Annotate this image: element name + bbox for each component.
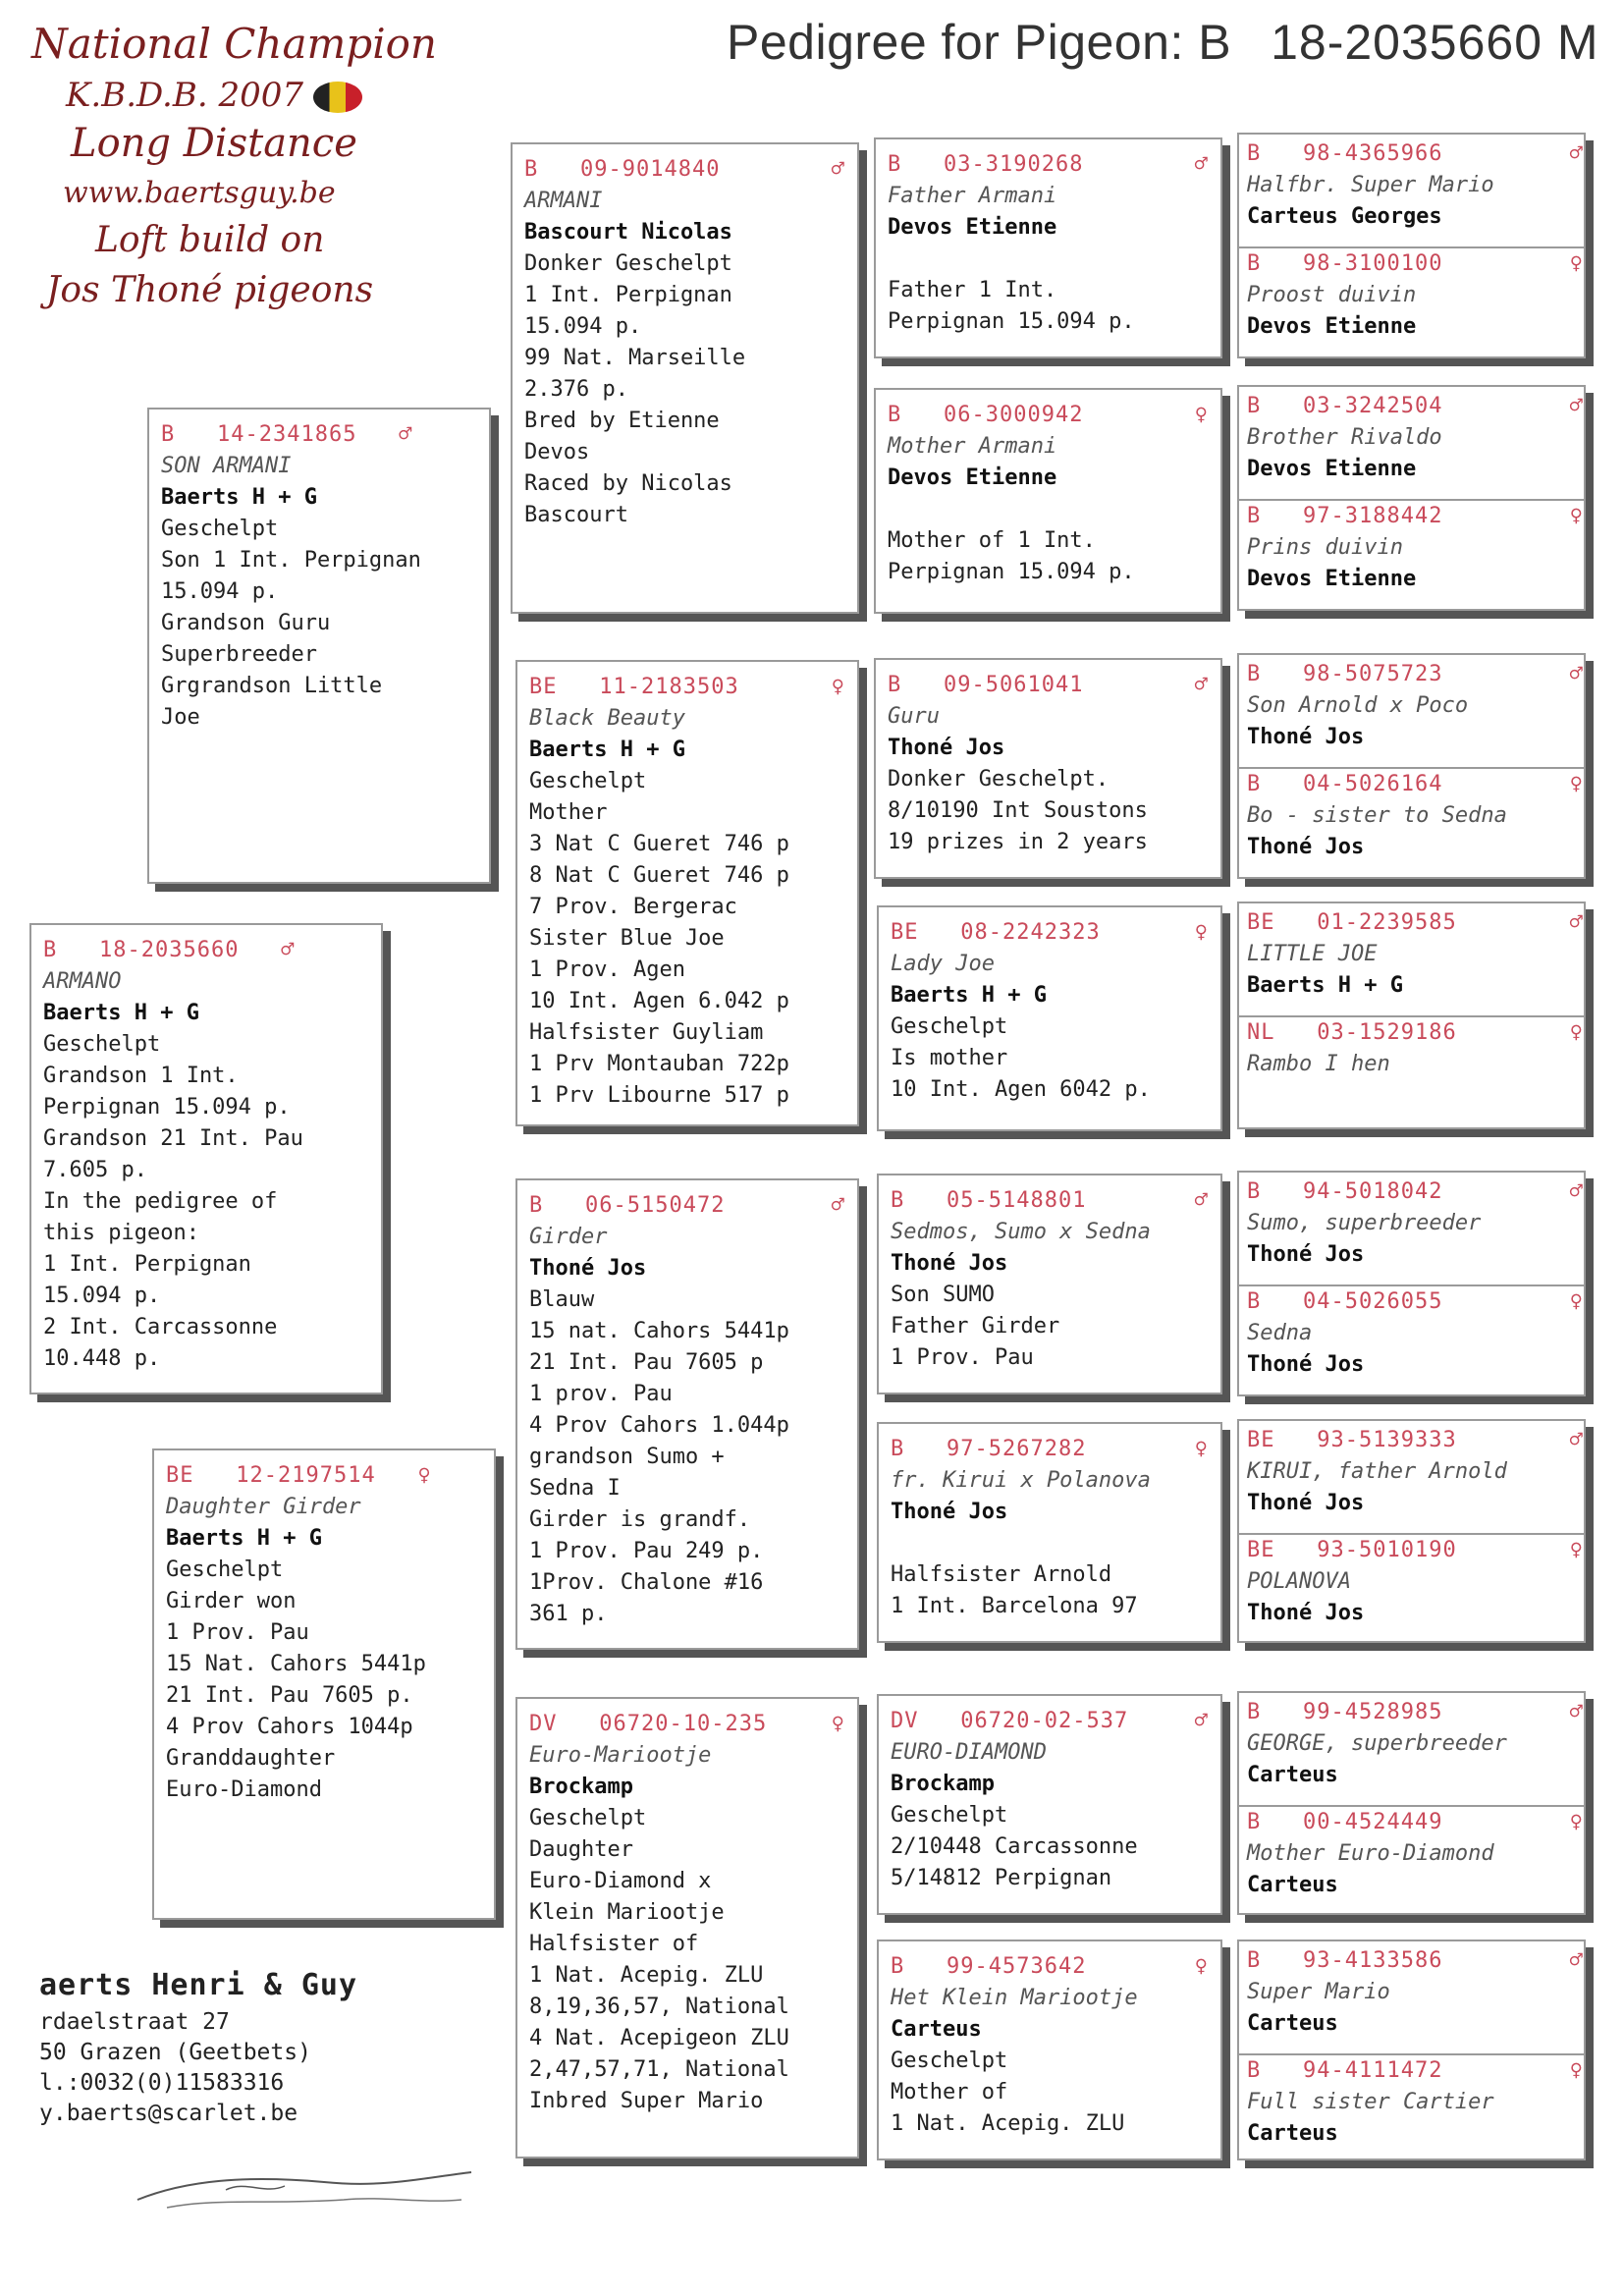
pigeon-pair-card [1237,902,1586,1129]
pigeon-pair-card [1237,1171,1586,1396]
pigeon-owner: Thoné Jos [529,1256,647,1281]
ring-number: BE 08-2242323 ♀ [891,917,1209,949]
male-icon: ♂ [1194,1188,1209,1213]
brand-line [66,76,375,115]
pigeon-card-ggp: BE 08-2242323 ♀ Lady Joe Baerts H + G Geschelpt Is mother 10 Int. Agen 6042 p. [877,905,1222,1131]
ring-number: BE 12-2197514 ♀ [166,1463,432,1488]
brand-line: Loft build on [95,220,325,260]
pigeon-slot: B 97-3188442 ♀ Prins duivin Devos Etienne [1239,499,1584,607]
pigeon-pair-card [1237,1940,1586,2160]
pigeon-owner: Baerts H + G [43,1001,199,1025]
ring-number: B 18-2035660 ♂ [43,938,296,962]
female-icon: ♀ [1569,504,1584,528]
pigeon-owner: Baerts H + G [161,485,317,510]
pigeon-name: Daughter Girder [166,1495,361,1519]
breeder-city: 50 Grazen (Geetbets) [39,2040,311,2065]
ring-number: B 06-5150472 ♂ [529,1190,845,1222]
male-icon: ♂ [831,157,845,182]
pigeon-name: Het Klein Mariootje [891,1986,1138,2010]
pigeon-slot: B 99-4528985 ♂ GEORGE, superbreeder Carteus [1239,1697,1584,1805]
pigeon-owner: Bascourt Nicolas [524,220,732,245]
male-icon: ♂ [281,938,296,962]
female-icon: ♀ [1194,1437,1209,1461]
pigeon-slot: B 00-4524449 ♀ Mother Euro-Diamond Carteus [1239,1805,1584,1913]
pigeon-card-gd2: DV 06720-10-235 ♀ Euro-Mariootje Brockamp Geschelpt Daughter Euro-Diamond x Klein Mariootje Halfsister of 1 Nat. Acepig. ZLU 8,19,36,57, National 4 Nat. Acepigeon ZLU 2,47,57,71, National Inbred Super Mario [515,1697,859,2158]
pigeon-owner: Devos Etienne [888,465,1057,490]
female-icon: ♀ [1569,2058,1584,2083]
female-icon: ♀ [831,1712,845,1736]
ring-number: B 97-5267282 ♀ [891,1434,1209,1465]
female-icon: ♀ [1569,1020,1584,1045]
breeder-street: rdaelstraat 27 [39,2009,230,2035]
pigeon-name: ARMANO [43,969,122,994]
pigeon-slot: BE 93-5139333 ♂ KIRUI, father Arnold Thoné Jos [1239,1425,1584,1533]
pigeon-card-gs2: B 06-5150472 ♂ Girder Thoné Jos Blauw 15 nat. Cahors 5441p 21 Int. Pau 7605 p 1 prov. Pau 4 Prov Cahors 1.044p grandson Sumo + Sedna I Girder is grandf. 1 Prov. Pau 249 p. 1Prov. Chalone #16 361 p. [515,1178,859,1650]
brand-line: Long Distance [71,121,357,166]
pigeon-card-sire: B 14-2341865 ♂ SON ARMANI Baerts H + G Geschelpt Son 1 Int. Perpignan 15.094 p. Grandson Guru Superbreeder Grgrandson Little Joe [147,408,491,884]
ring-number: BE 11-2183503 ♀ [529,672,845,703]
pigeon-pair-card [1237,1691,1586,1915]
belgium-flag-icon [313,82,362,113]
pigeon-slot: B 94-4111472 ♀ Full sister Cartier Carteus [1239,2053,1584,2160]
male-icon: ♂ [1569,910,1584,935]
pigeon-slot: B 98-5075723 ♂ Son Arnold x Poco Thoné Jos [1239,659,1584,767]
female-icon: ♀ [1569,772,1584,796]
pigeon-name: Girder [529,1225,608,1249]
pigeon-slot: B 03-3242504 ♂ Brother Rivaldo Devos Etienne [1239,391,1584,499]
pigeon-name: Father Armani [888,184,1057,208]
pigeon-name: fr. Kirui x Polanova [891,1468,1151,1493]
male-icon: ♂ [1569,662,1584,686]
pigeon-owner: Devos Etienne [888,215,1057,240]
ring-number: DV 06720-02-537 ♂ [891,1706,1209,1737]
ring-number: B 06-3000942 ♀ [888,400,1209,431]
ring-number: B 14-2341865 ♂ [161,422,413,447]
male-icon: ♂ [1569,1700,1584,1724]
pigeon-slot: B 98-4365966 ♂ Halfbr. Super Mario Carteus Georges [1239,138,1584,246]
brand-line: National Champion [31,20,437,68]
male-icon: ♂ [1194,152,1209,177]
female-icon: ♀ [1194,403,1209,427]
pigeon-slot: B 04-5026164 ♀ Bo - sister to Sedna Thoné Jos [1239,767,1584,875]
signature-mark [128,2160,481,2219]
page-title [727,14,1599,71]
pigeon-card-subject: B 18-2035660 ♂ ARMANO Baerts H + G Geschelpt Grandson 1 Int. Perpignan 15.094 p. Grandson 21 Int. Pau 7.605 p. In the pedigree of this pigeon: 1 Int. Perpignan 15.094 p. 2 Int. Carcassonne 10.448 p. [29,923,383,1394]
pigeon-owner: Thoné Jos [888,736,1005,760]
female-icon: ♀ [1569,1810,1584,1834]
pigeon-slot: NL 03-1529186 ♀ Rambo I hen [1239,1015,1584,1123]
pigeon-card-dam: BE 12-2197514 ♀ Daughter Girder Baerts H + G Geschelpt Girder won 1 Prov. Pau 15 Nat. Cahors 5441p 21 Int. Pau 7605 p. 4 Prov Cahors 1044p Granddaughter Euro-Diamond [152,1448,496,1920]
ring-number: B 09-5061041 ♂ [888,670,1209,701]
male-icon: ♂ [399,422,413,447]
pigeon-name: SON ARMANI [161,454,292,478]
pigeon-name: Mother Armani [888,434,1057,459]
female-icon: ♀ [1194,1954,1209,1979]
pigeon-card-ggp: B 09-5061041 ♂ Guru Thoné Jos Donker Geschelpt. 8/10190 Int Soustons 19 prizes in 2 years [874,658,1222,879]
male-icon: ♂ [1569,394,1584,418]
pigeon-slot: BE 01-2239585 ♂ LITTLE JOE Baerts H + G [1239,907,1584,1015]
pigeon-name: ARMANI [524,189,603,213]
pigeon-card-ggp: B 99-4573642 ♀ Het Klein Mariootje Carteus Geschelpt Mother of 1 Nat. Acepig. ZLU [877,1940,1222,2160]
pigeon-name: Guru [888,704,940,729]
ring-number: B 05-5148801 ♂ [891,1185,1209,1217]
ring-number: B 03-3190268 ♂ [888,149,1209,181]
pigeon-card-ggp: B 03-3190268 ♂ Father Armani Devos Etienne Father 1 Int. Perpignan 15.094 p. [874,137,1222,358]
pigeon-card-ggp: B 06-3000942 ♀ Mother Armani Devos Etienne Mother of 1 Int. Perpignan 15.094 p. [874,388,1222,614]
pigeon-owner: Baerts H + G [166,1526,322,1551]
female-icon: ♀ [1194,920,1209,945]
pigeon-slot: B 93-4133586 ♂ Super Mario Carteus [1239,1945,1584,2053]
male-icon: ♂ [1194,673,1209,697]
brand-line: Jos Thoné pigeons [46,270,374,310]
pigeon-card-ggp: DV 06720-02-537 ♂ EURO-DIAMOND Brockamp Geschelpt 2/10448 Carcassonne 5/14812 Perpignan [877,1694,1222,1915]
title-ring: 18-2035660 M [1271,15,1599,70]
female-icon: ♀ [417,1463,432,1488]
pigeon-name: Sedmos, Sumo x Sedna [891,1220,1151,1244]
pigeon-card-ggp: B 97-5267282 ♀ fr. Kirui x Polanova Thoné Jos Halfsister Arnold 1 Int. Barcelona 97 [877,1422,1222,1643]
female-icon: ♀ [1569,1289,1584,1314]
pigeon-owner: Brockamp [891,1772,995,1796]
ring-number: DV 06720-10-235 ♀ [529,1709,845,1740]
pigeon-owner: Baerts H + G [891,983,1047,1008]
pigeon-card-ggp: B 05-5148801 ♂ Sedmos, Sumo x Sedna Thoné Jos Son SUMO Father Girder 1 Prov. Pau [877,1174,1222,1394]
pigeon-owner: Thoné Jos [891,1500,1008,1524]
pigeon-card-gs: B 09-9014840 ♂ ARMANI Bascourt Nicolas Donker Geschelpt 1 Int. Perpignan 15.094 p. 99 Nat. Marseille 2.376 p. Bred by Etienne Devos Raced by Nicolas Bascourt [511,142,859,614]
breeder-phone: l.:0032(0)11583316 [39,2070,285,2096]
brand-block [22,20,437,310]
male-icon: ♂ [1569,141,1584,166]
pigeon-card-gd: BE 11-2183503 ♀ Black Beauty Baerts H + G Geschelpt Mother 3 Nat C Gueret 746 p 8 Nat C Gueret 746 p 7 Prov. Bergerac Sister Blue Joe 1 Prov. Agen 10 Int. Agen 6.042 p Halfsister Guyliam 1 Prv Montauban 722p 1 Prv Libourne 517 p [515,660,859,1126]
pigeon-owner: Brockamp [529,1775,633,1799]
brand-line-text: K.B.D.B. 2007 [66,76,303,115]
male-icon: ♂ [831,1193,845,1218]
pigeon-pair-card [1237,133,1586,358]
pigeon-pair-card [1237,653,1586,879]
ring-number: B 09-9014840 ♂ [524,154,845,186]
pigeon-pair-card [1237,385,1586,611]
pigeon-owner: Baerts H + G [529,738,685,762]
pigeon-name: Euro-Mariootje [529,1743,712,1768]
pigeon-name: EURO-DIAMOND [891,1740,1047,1765]
female-icon: ♀ [1569,1538,1584,1562]
male-icon: ♂ [1569,1428,1584,1452]
breeder-name: aerts Henri & Guy [39,1968,358,2002]
pigeon-owner: Thoné Jos [891,1251,1008,1276]
pigeon-slot: B 94-5018042 ♂ Sumo, superbreeder Thoné Jos [1239,1176,1584,1284]
male-icon: ♂ [1569,1179,1584,1204]
ring-number: B 99-4573642 ♀ [891,1951,1209,1983]
pigeon-pair-card [1237,1419,1586,1643]
pigeon-slot: B 98-3100100 ♀ Proost duivin Devos Etienne [1239,246,1584,355]
pigeon-slot: BE 93-5010190 ♀ POLANOVA Thoné Jos [1239,1533,1584,1641]
pigeon-name: Black Beauty [529,706,685,731]
brand-website[interactable]: www.baertsguy.be [63,176,336,210]
breeder-email[interactable]: y.baerts@scarlet.be [39,2101,298,2126]
pigeon-owner: Carteus [891,2017,982,2042]
female-icon: ♀ [1569,251,1584,276]
male-icon: ♂ [1194,1709,1209,1733]
female-icon: ♀ [831,675,845,699]
title-text: Pedigree for Pigeon: B [727,15,1232,70]
pigeon-slot: B 04-5026055 ♀ Sedna Thoné Jos [1239,1284,1584,1393]
male-icon: ♂ [1569,1948,1584,1973]
pigeon-name: Lady Joe [891,952,995,976]
breeder-address [39,1964,357,2129]
